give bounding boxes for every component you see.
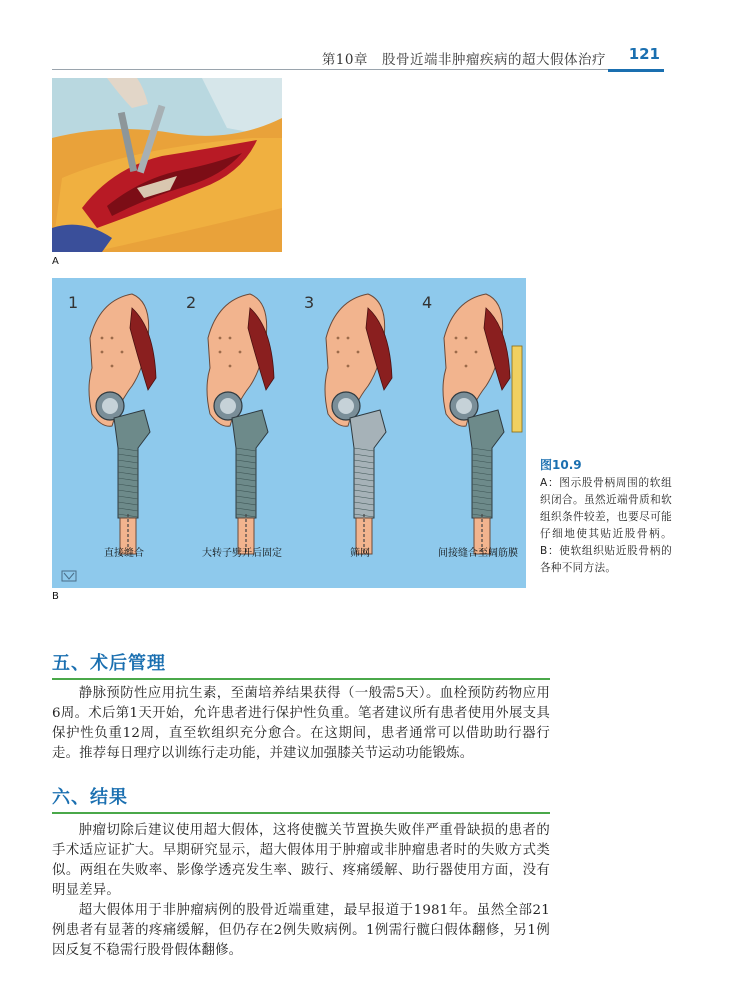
- bone-dot: [229, 337, 232, 340]
- bone-dot: [455, 337, 458, 340]
- caption-text: A：图示股骨柄周围的软组织闭合。虽然近端骨质和软组织条件较差，也要尽可能仔细地使其贴近股骨柄。B：使软组织贴近股骨柄的各种不同方法。: [540, 477, 672, 574]
- stage-number: 2: [186, 293, 197, 312]
- fascia-lata: [512, 346, 522, 432]
- bone-dot: [465, 365, 468, 368]
- bone-dot: [455, 351, 458, 354]
- section-title: 六、结果: [52, 787, 128, 808]
- bone-dot: [347, 365, 350, 368]
- closure-methods-illustration: [52, 278, 526, 588]
- header-rule: [52, 69, 664, 70]
- stage-label: 间接缝合至阔筋膜: [438, 548, 518, 559]
- panel-label-b: B: [52, 591, 59, 602]
- section-heading-results: [52, 783, 550, 814]
- bone-dot: [475, 351, 478, 354]
- panel-label-a: A: [52, 256, 59, 267]
- section-body-results: [52, 821, 550, 961]
- paragraph: 肿瘤切除后建议使用超大假体，这将使髋关节置换失败伴严重骨缺损的患者的手术适应证扩大。早期研究显示，超大假体用于肿瘤或非肿瘤患者时的失败方式类似。两组在失败率、影像学透亮发生率、跛行、疼痛缓解、助行器使用方面，没有明显差异。: [52, 823, 550, 898]
- bone-dot: [229, 365, 232, 368]
- section-title: 五、术后管理: [52, 653, 166, 674]
- bone-dot: [101, 337, 104, 340]
- running-header: [52, 44, 664, 70]
- stage-label: 直接缝合: [104, 548, 144, 559]
- bone-dot: [121, 351, 124, 354]
- figure-caption: [540, 456, 672, 577]
- section-body-postop: [52, 684, 550, 764]
- section-rule: [52, 812, 550, 814]
- stage-number: 1: [68, 293, 79, 312]
- header-rule-accent: [608, 69, 664, 72]
- stage-number: 3: [304, 293, 315, 312]
- page-number: 121: [628, 45, 660, 63]
- surgical-photo: [52, 78, 282, 252]
- bone-dot: [347, 337, 350, 340]
- section-heading-postop: [52, 649, 550, 680]
- stage-label: 大转子劈开后固定: [202, 548, 282, 559]
- stage-number: 4: [422, 293, 433, 312]
- section-rule: [52, 678, 550, 680]
- bone-dot: [101, 351, 104, 354]
- bone-dot: [111, 337, 114, 340]
- femoral-head-highlight: [102, 398, 118, 414]
- bone-dot: [111, 365, 114, 368]
- femoral-head-highlight: [456, 398, 472, 414]
- paragraph: 超大假体用于非肿瘤病例的股骨近端重建，最早报道于1981年。虽然全部21例患者有显著的疼痛缓解，但仍存在2例失败病例。1例需行髋臼假体翻修，另1例因反复不稳需行股骨假体翻修。: [52, 903, 550, 958]
- chapter-title: 第10章 股骨近端非肿瘤疾病的超大假体治疗: [321, 52, 606, 68]
- paragraph: 静脉预防性应用抗生素，至菌培养结果获得（一般需5天）。血栓预防药物应用6周。术后第1天开始，允许患者进行保护性负重。笔者建议所有患者使用外展支具保护性负重12周，直至软组织充分愈合。在这期间，患者通常可以借助助行器行走。推荐每日理疗以训练行走功能，并建议加强膝关节运动功能锻炼。: [52, 686, 550, 761]
- bone-dot: [219, 337, 222, 340]
- bone-dot: [337, 337, 340, 340]
- bone-dot: [465, 337, 468, 340]
- femoral-head-highlight: [220, 398, 236, 414]
- bone-dot: [219, 351, 222, 354]
- bone-dot: [357, 351, 360, 354]
- bone-dot: [239, 351, 242, 354]
- femoral-head-highlight: [338, 398, 354, 414]
- stage-label: 筛网: [350, 548, 370, 559]
- bone-dot: [337, 351, 340, 354]
- caption-title: 图10.9: [540, 458, 582, 472]
